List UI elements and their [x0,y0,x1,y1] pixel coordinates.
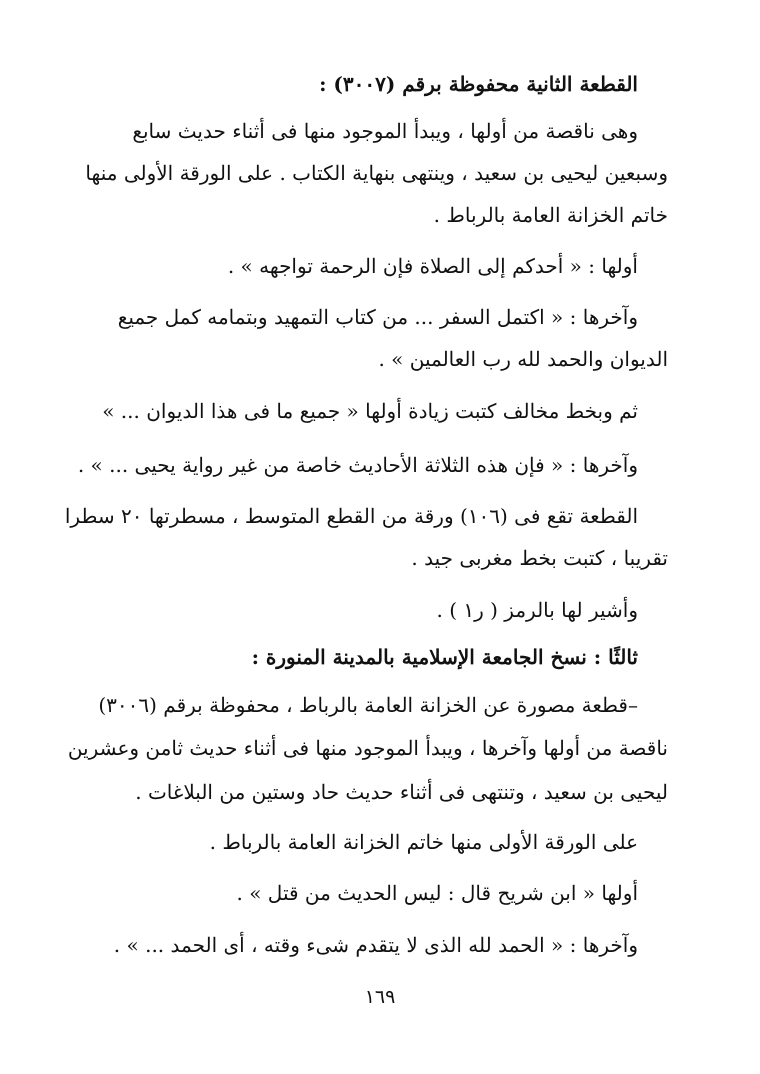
text-line: ليحيى بن سعيد ، وتنتهى فى أثناء حديث حاد وستين من البلاغات . [135,780,668,804]
text-line: ناقصة من أولها وآخرها ، ويبدأ الموجود منها فى أثناء حديث ثامن وعشرين [67,736,668,760]
text-line: وآخرها : « الحمد لله الذى لا يتقدم شىء وقته ، أى الحمد ... » . [113,933,638,957]
text-line: القطعة تقع فى (١٠٦) ورقة من القطع المتوسط ، مسطرتها ٢٠ سطرا [64,504,638,528]
text-line: وهى ناقصة من أولها ، ويبدأ الموجود منها فى أثناء حديث سابع [132,119,638,143]
text-line: وأشير لها بالرمز ( ر١ ) . [436,598,638,622]
section-heading: القطعة الثانية محفوظة برقم (٣٠٠٧) : [319,72,638,96]
text-line: أولها « ابن شريح قال : ليس الحديث من قتل » . [236,881,638,905]
text-line: تقريبا ، كتبت بخط مغربى جيد . [411,546,668,570]
text-line: على الورقة الأولى منها خاتم الخزانة العامة بالرباط . [209,830,638,854]
text-line: خاتم الخزانة العامة بالرباط . [433,203,668,227]
section-heading: ثالثًا : نسخ الجامعة الإسلامية بالمدينة المنورة : [251,645,638,669]
text-line: –قطعة مصورة عن الخزانة العامة بالرباط ، محفوظة برقم (٣٠٠٦) [98,693,638,717]
text-line: ثم وبخط مخالف كتبت زيادة أولها « جميع ما فى هذا الديوان ... » [102,399,638,423]
page-number: ١٦٩ [364,986,396,1008]
text-line: الديوان والحمد لله رب العالمين » . [378,347,668,371]
text-line: وآخرها : « اكتمل السفر ... من كتاب التمهيد وبتمامه كمل جميع [117,305,638,329]
text-line: أولها : « أحدكم إلى الصلاة فإن الرحمة تواجهه » . [227,254,638,278]
text-line: وآخرها : « فإن هذه الثلاثة الأحاديث خاصة من غير رواية يحيى ... » . [77,453,638,477]
text-line: وسبعين ليحيى بن سعيد ، وينتهى بنهاية الكتاب . على الورقة الأولى منها [85,161,668,185]
